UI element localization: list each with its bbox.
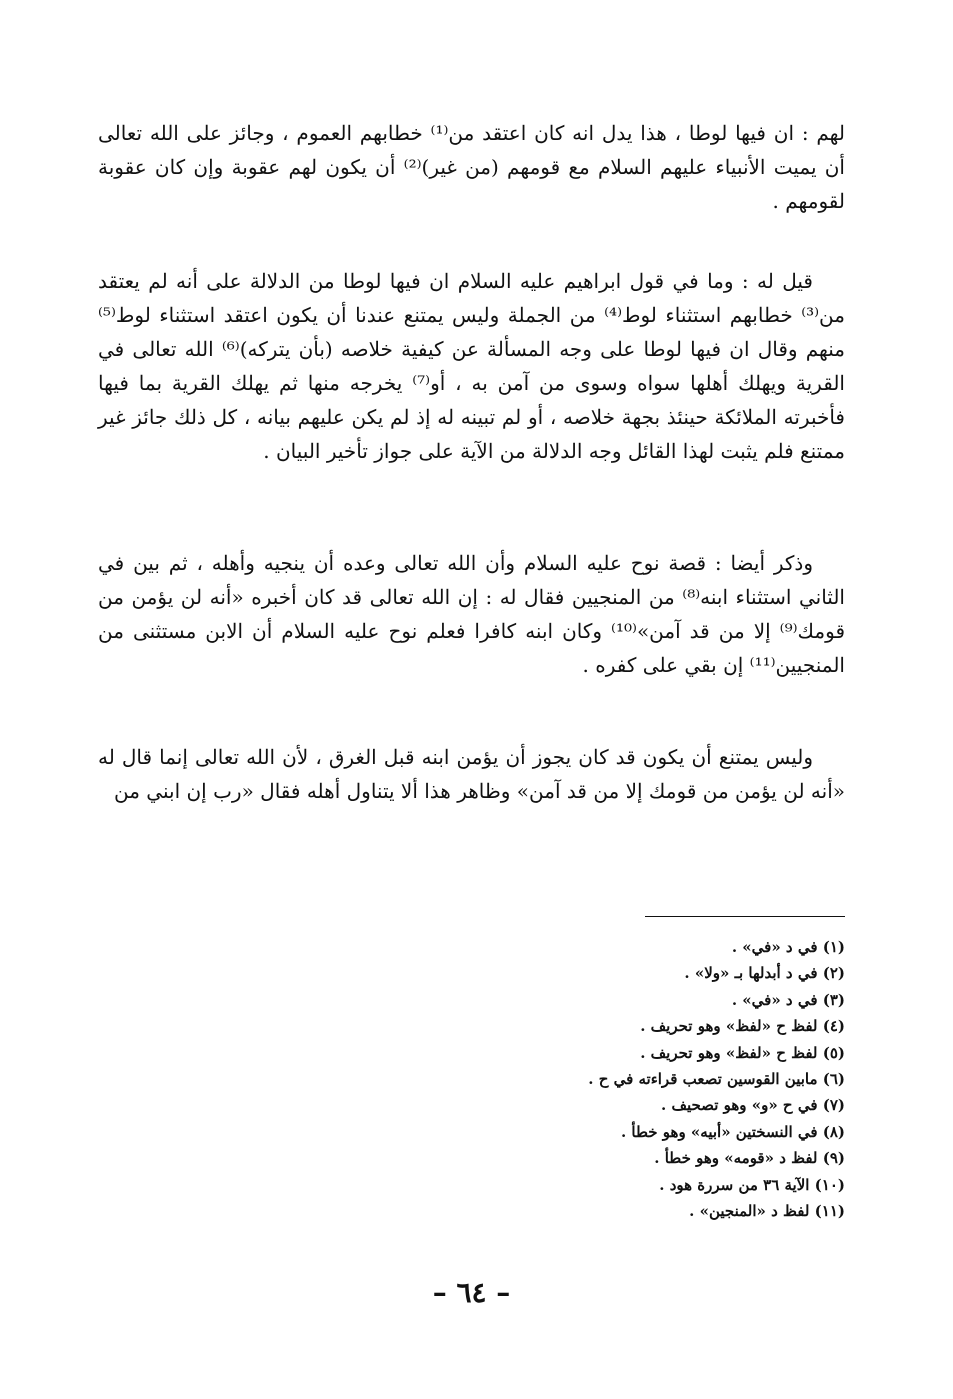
page-number: – ٦٤ – xyxy=(432,1276,511,1309)
footnote-3: (٣) في د «في» . xyxy=(731,990,845,1009)
footnotes-list xyxy=(98,934,845,1224)
paragraph-1: لهم : ان فيها لوطا ، هذا يدل انه كان اعتقد من⁽¹⁾ خطابهم العموم ، وجائز على الله تعالى أن يميت الأنبياء عليهم السلام مع قومهم (من غير)⁽²⁾ أن يكون لهم عقوبة وإن كان عقوبة لقومهم . xyxy=(98,121,845,213)
footnote-5: (٥) لفظ ح «لفظ» وهو تحريف . xyxy=(640,1043,845,1062)
footnote-separator xyxy=(645,916,845,917)
footnote-10: (١٠) الآية ٣٦ من سررة هود . xyxy=(659,1175,845,1194)
footnote-2: (٢) في د أبدلها بـ «ولا» . xyxy=(684,964,845,983)
paragraph-4: وليس يمتنع أن يكون قد كان يجوز أن يؤمن ابنه قبل الغرق ، لأن الله تعالى إنما قال له «أنه لن يؤمن من قومك إلا من قد آمن» وظاهر هذا ألا يتناول أهله فقال «رب إن ابني من xyxy=(98,745,845,803)
paragraph-3: وذكر أيضا : قصة نوح عليه السلام وأن الله تعالى وعده أن ينجيه وأهله ، ثم بين في الثاني استثناء ابنه⁽⁸⁾ من المنجيين فقال له : إن الله تعالى قد كان أخبره «أنه لن يؤمن من قومك⁽⁹⁾ إلا من قد آمن»⁽¹⁰⁾ وكان ابنه كافرا فعلم نوح عليه السلام أن الابن مستثنى من المنجيين⁽¹¹⁾ إن بقي على كفره . xyxy=(98,551,845,677)
footnote-4: (٤) لفظ ح «لفظ» وهو تحريف . xyxy=(640,1017,845,1036)
book-page xyxy=(98,108,845,1399)
footnote-8: (٨) في النسختين «أبيه» وهو خطأ . xyxy=(620,1122,845,1141)
footnote-9: (٩) لفظ د «قومه» وهو خطأ . xyxy=(654,1149,845,1168)
paragraph-2: قيل له : وما في قول ابراهيم عليه السلام ان فيها لوطا من الدلالة على أنه لم يعتقد من⁽³⁾ خطابهم استثناء لوط⁽⁴⁾ من الجملة وليس يمتنع عندنا أن يكون اعتقد استثناء لوط⁽⁵⁾ منهم وقال ان فيها لوطا على وجه المسألة عن كيفية خلاصه (بأن يتركه)⁽⁶⁾ الله تعالى في القرية ويهلك أهلها سواه وسوى من آمن به ، أو⁽⁷⁾ يخرجه منها ثم يهلك القرية بما فيها فأخبرته الملائكة حينئذ بجهة خلاصه ، أو لم تبينه له إذ لم يكن عليهم بيانه ، كل ذلك جائز غير ممتنع فلم يثبت لهذا القائل وجه الدلالة من الآية على جواز تأخير البيان . xyxy=(98,269,845,463)
footnote-11: (١١) لفظ د «المنجين» . xyxy=(689,1202,845,1221)
footnote-7: (٧) في ح «و» وهو تصحيف . xyxy=(661,1096,845,1115)
footnote-6: (٦) مابين القوسين تصعب قراءته في ح . xyxy=(588,1070,845,1089)
footnote-1: (١) في د «في» . xyxy=(731,938,845,956)
